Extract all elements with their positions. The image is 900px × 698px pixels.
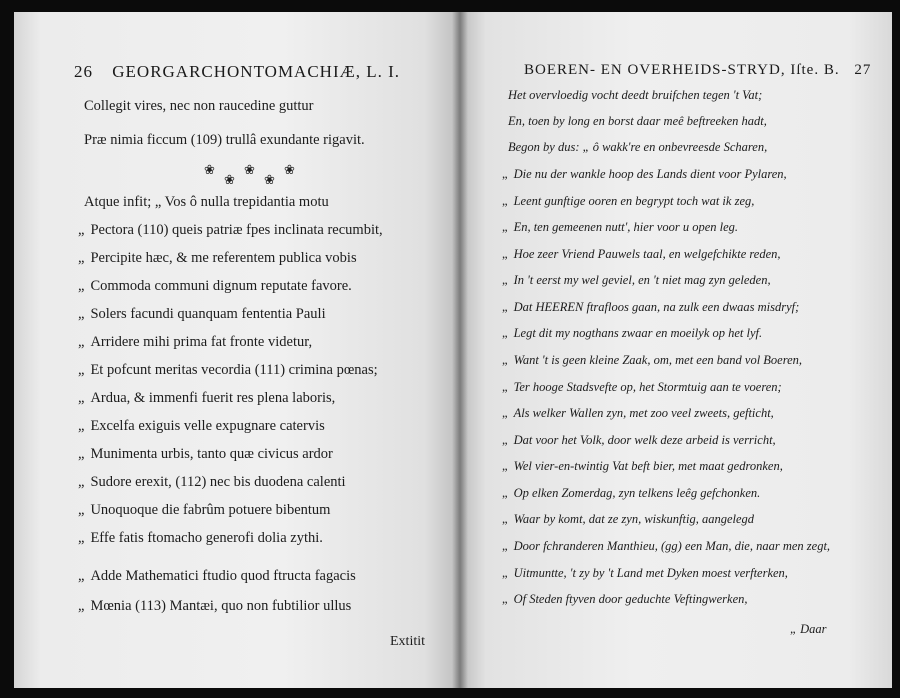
right-line: „ Door fchranderen Manthieu, (gg) een Man, die, naar men zegt,: [502, 539, 831, 553]
left-line: „ Excelfa exiguis velle expugnare catervis: [78, 418, 325, 434]
right-line: Het overvloedig vocht deedt bruifchen tegen 't Vat;: [508, 88, 763, 102]
right-line: „ En, ten gemeenen nutt', hier voor u open leg.: [502, 220, 739, 234]
left-line: „ Sudore erexit, (112) nec bis duodena calenti: [78, 474, 346, 490]
right-line: „ Legt dit my nogthans zwaar en moeilyk op het lyf.: [502, 326, 763, 340]
left-line: „ Mœnia (113) Mantæi, quo non fubtilior ullus: [78, 598, 352, 614]
left-page: [14, 12, 460, 688]
right-line: „ Ter hooge Stadsvefte op, het Stormtuig aan te voeren;: [502, 380, 782, 394]
right-line: „ Dat voor het Volk, door welk deze arbeid is verricht,: [502, 433, 776, 447]
right-line: „ Op elken Zomerdag, zyn telkens leêg gefchonken.: [502, 486, 761, 500]
left-line: Collegit vires, nec non raucedine guttur: [84, 98, 314, 114]
right-line: Begon by dus: „ ô wakk're en onbevreesde Scharen,: [508, 140, 768, 154]
right-line: „ Als welker Wallen zyn, met zoo veel zweets, gefticht,: [502, 406, 774, 420]
right-line: „ Leent gunftige ooren en begrypt toch wat ik zeg,: [502, 194, 755, 208]
right-page: [460, 12, 892, 688]
flower-icon: ❀: [244, 162, 255, 177]
right-catchword: „ Daar: [790, 622, 827, 636]
right-page-number: 27: [854, 62, 872, 78]
left-line: „ Commoda communi dignum reputate favore.: [78, 278, 352, 294]
left-line: Atque infit; „ Vos ô nulla trepidantia motu: [84, 194, 329, 210]
flower-icon: ❀: [204, 162, 215, 177]
flower-icon: ❀: [264, 172, 275, 187]
right-line: „ Waar by komt, dat ze zyn, wiskunftig, aangelegd: [502, 512, 755, 526]
right-line: „ Hoe zeer Vriend Pauwels taal, en welgefchikte reden,: [502, 247, 781, 261]
left-head-title: GEORGARCHONTOMACHIÆ, L. I.: [112, 62, 401, 81]
right-line: En, toen by long en borst daar meê beftreeken hadt,: [508, 114, 767, 128]
book-gutter-shadow: [452, 12, 468, 688]
left-page-number: 26: [74, 62, 93, 81]
right-line: „ In 't eerst my wel geviel, en 't niet mag zyn geleden,: [502, 273, 771, 287]
ornament-flourish: [202, 162, 295, 192]
left-line: „ Et pofcunt meritas vecordia (111) crimina pœnas;: [78, 362, 378, 378]
left-line: „ Solers facundi quanquam fententia Pauli: [78, 306, 326, 322]
flower-icon: ❀: [224, 172, 235, 187]
left-line: „ Arridere mihi prima fat fronte videtur,: [78, 334, 313, 350]
left-line: „ Percipite hæc, & me referentem publica vobis: [78, 250, 357, 266]
left-running-head: [74, 62, 400, 82]
left-line: „ Pectora (110) queis patriæ fpes inclinata recumbit,: [78, 222, 383, 238]
right-line: „ Of Steden ftyven door geduchte Veftingwerken,: [502, 592, 748, 606]
left-line: „ Effe fatis ftomacho generofi dolia zythi.: [78, 530, 323, 546]
left-catchword: Extitit: [390, 634, 425, 649]
left-line: „ Munimenta urbis, tanto quæ civicus ardor: [78, 446, 333, 462]
left-line: „ Unoquoque die fabrûm potuere bibentum: [78, 502, 331, 518]
right-line: „ Uitmuntte, 't zy by 't Land met Dyken moest verfterken,: [502, 566, 788, 580]
right-line: „ Die nu der wankle hoop des Lands dient voor Pylaren,: [502, 167, 787, 181]
right-line: „ Wel vier-en-twintig Vat beft bier, met maat gedronken,: [502, 459, 783, 473]
right-running-head: [524, 62, 871, 79]
flower-icon: ❀: [284, 162, 295, 177]
right-line: „ Dat HEEREN ftrafloos gaan, na zulk een dwaas misdryf;: [502, 300, 800, 314]
left-line: „ Adde Mathematici ftudio quod ftructa fagacis: [78, 568, 356, 584]
left-line: „ Ardua, & immenfi fuerit res plena laboris,: [78, 390, 336, 406]
right-head-title: BOEREN- EN OVERHEIDS-STRYD, Iſte. B.: [524, 62, 840, 78]
left-line: Præ nimia ficcum (109) trullâ exundante rigavit.: [84, 132, 365, 148]
right-line: „ Want 't is geen kleine Zaak, om, met een band vol Boeren,: [502, 353, 803, 367]
